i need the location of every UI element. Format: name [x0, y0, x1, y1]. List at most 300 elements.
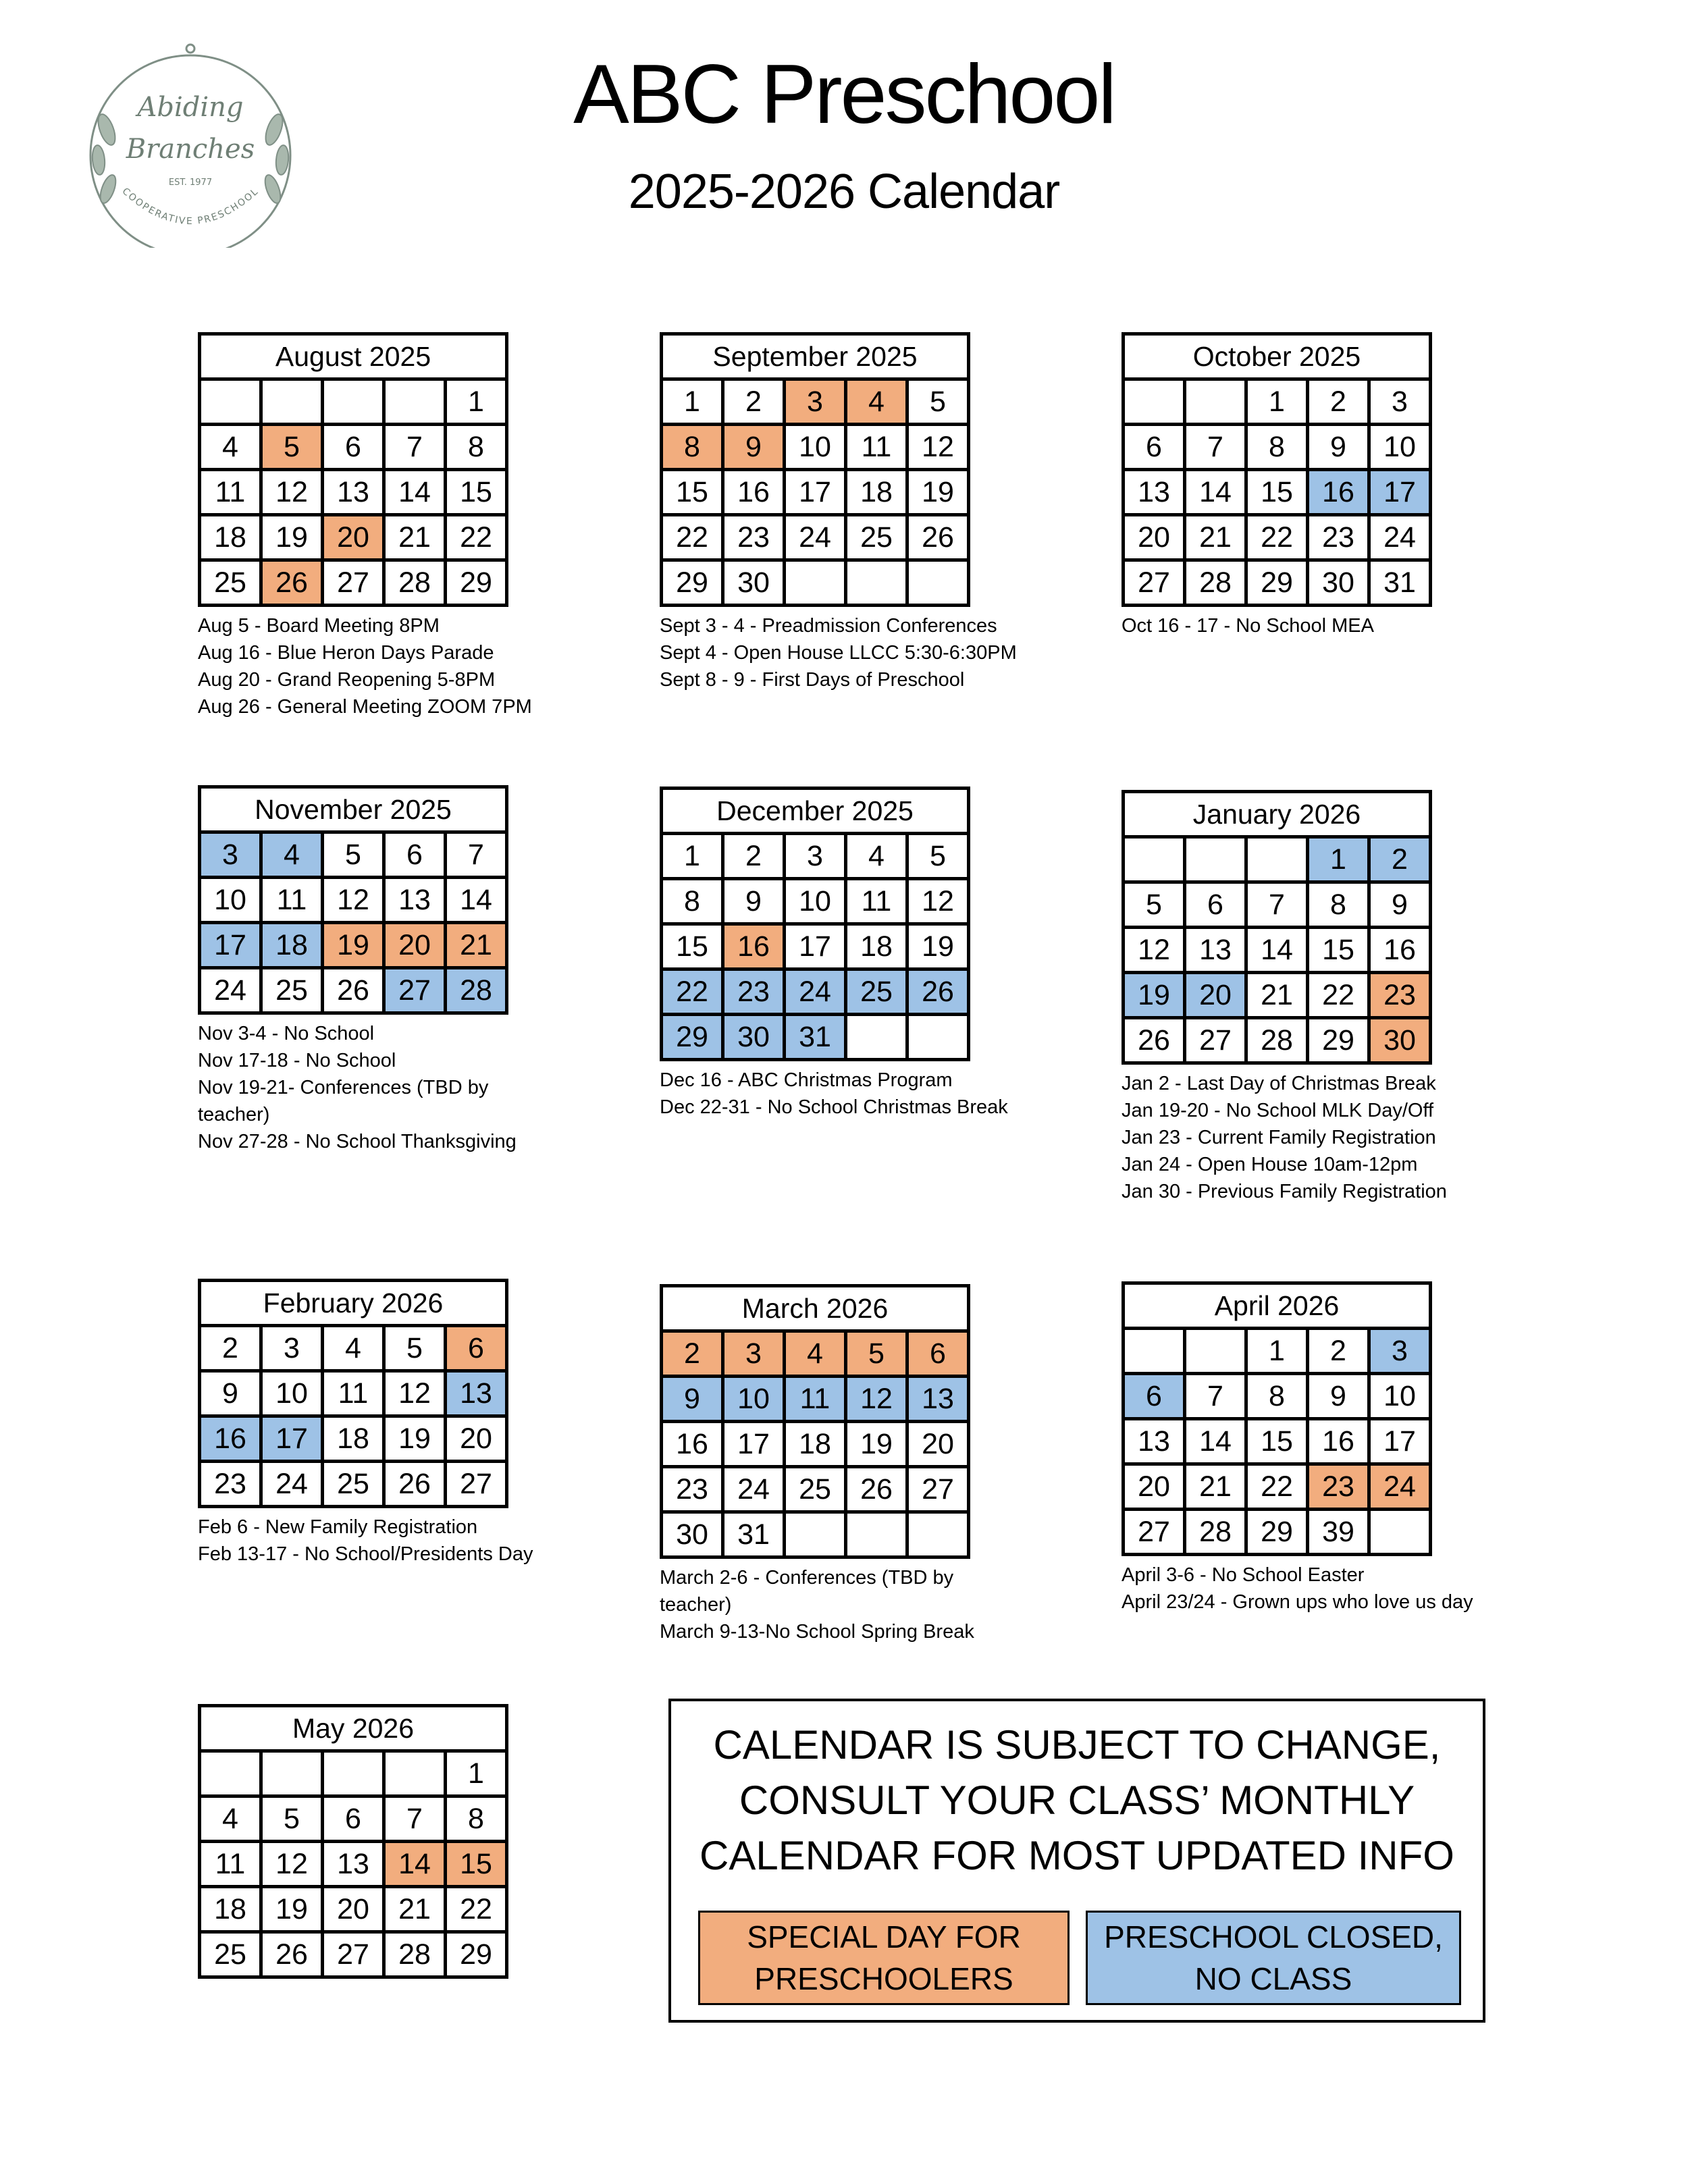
week-row: [200, 379, 507, 425]
day-cell: 16: [1369, 928, 1431, 973]
notice-text: [671, 1717, 1483, 1884]
week-row: [1124, 973, 1431, 1018]
month-notes: [1122, 612, 1432, 639]
empty-day-cell: [846, 560, 907, 606]
day-cell: 4: [200, 425, 261, 470]
svg-text:Abiding: Abiding: [137, 92, 244, 123]
day-cell: 20: [1185, 973, 1246, 1018]
week-row: [200, 425, 507, 470]
day-cell: 15: [446, 1842, 507, 1887]
day-cell: 11: [261, 878, 323, 923]
day-cell: 26: [846, 1467, 907, 1512]
month-title: November 2025: [200, 787, 507, 832]
day-cell: 26: [261, 1932, 323, 1977]
day-cell: 16: [1308, 1419, 1369, 1464]
empty-day-cell: [1246, 837, 1308, 882]
empty-day-cell: [846, 1512, 907, 1557]
day-cell: 6: [323, 1796, 384, 1842]
day-cell: 29: [1308, 1018, 1369, 1063]
day-cell: 9: [1308, 1374, 1369, 1419]
empty-day-cell: [1124, 1329, 1185, 1374]
day-cell: 14: [384, 1842, 446, 1887]
day-cell: 3: [1369, 1329, 1431, 1374]
day-cell: 16: [662, 1422, 723, 1467]
day-cell: 7: [446, 832, 507, 878]
day-cell: 4: [323, 1326, 384, 1371]
note-line: Sept 3 - 4 - Preadmission Conferences: [660, 615, 997, 637]
day-cell: 19: [846, 1422, 907, 1467]
day-cell: 24: [1369, 515, 1431, 560]
empty-day-cell: [1369, 1510, 1431, 1555]
day-cell: 24: [200, 968, 261, 1013]
day-cell: 9: [200, 1371, 261, 1416]
day-cell: 9: [723, 879, 785, 924]
legend-closed-label: NO CLASS: [1194, 1961, 1352, 1996]
day-cell: 7: [1185, 425, 1246, 470]
note-line: Nov 3-4 - No School: [198, 1023, 375, 1044]
note-line: Nov 19-21- Conferences (TBD by teacher): [198, 1077, 489, 1125]
day-cell: 16: [723, 470, 785, 515]
day-cell: 22: [446, 515, 507, 560]
day-cell: 22: [1246, 1464, 1308, 1510]
day-cell: 27: [907, 1467, 969, 1512]
day-cell: 13: [323, 1842, 384, 1887]
day-cell: 31: [785, 1015, 846, 1060]
day-cell: 30: [1308, 560, 1369, 606]
day-cell: 10: [200, 878, 261, 923]
note-line: Feb 6 - New Family Registration: [198, 1516, 478, 1538]
note-line: Nov 27-28 - No School Thanksgiving: [198, 1131, 517, 1152]
day-cell: 25: [200, 1932, 261, 1977]
empty-day-cell: [785, 560, 846, 606]
day-cell: 6: [907, 1331, 969, 1377]
week-row: [200, 1326, 507, 1371]
note-line: Jan 24 - Open House 10am-12pm: [1122, 1154, 1418, 1175]
note-line: Oct 16 - 17 - No School MEA: [1122, 615, 1374, 637]
day-cell: 31: [1369, 560, 1431, 606]
week-row: [662, 560, 969, 606]
day-cell: 8: [662, 879, 723, 924]
week-row: [200, 1371, 507, 1416]
day-cell: 17: [785, 924, 846, 969]
week-row: [662, 379, 969, 425]
day-cell: 7: [1246, 882, 1308, 928]
day-cell: 9: [662, 1377, 723, 1422]
day-cell: 8: [1308, 882, 1369, 928]
page-subtitle: 2025-2026 Calendar: [628, 165, 1060, 219]
day-cell: 19: [907, 924, 969, 969]
legend-special-label: PRESCHOOLERS: [754, 1961, 1013, 1996]
day-cell: 25: [261, 968, 323, 1013]
week-row: [662, 470, 969, 515]
day-cell: 17: [785, 470, 846, 515]
legend-special-label: SPECIAL DAY FOR: [747, 1919, 1021, 1954]
day-cell: 5: [1124, 882, 1185, 928]
notice-line: CALENDAR FOR MOST UPDATED INFO: [700, 1833, 1454, 1878]
day-cell: 8: [446, 1796, 507, 1842]
week-row: [200, 923, 507, 968]
day-cell: 18: [200, 1887, 261, 1932]
day-cell: 27: [1185, 1018, 1246, 1063]
week-row: [662, 425, 969, 470]
day-cell: 13: [323, 470, 384, 515]
day-cell: 12: [323, 878, 384, 923]
day-cell: 10: [261, 1371, 323, 1416]
day-cell: 11: [323, 1371, 384, 1416]
day-cell: 10: [1369, 1374, 1431, 1419]
day-cell: 2: [662, 1331, 723, 1377]
day-cell: 6: [1185, 882, 1246, 928]
day-cell: 22: [662, 515, 723, 560]
day-cell: 21: [1185, 515, 1246, 560]
day-cell: 24: [785, 515, 846, 560]
note-line: March 9-13-No School Spring Break: [660, 1621, 974, 1643]
month-september-2025: [660, 332, 1017, 693]
note-line: Sept 8 - 9 - First Days of Preschool: [660, 669, 965, 691]
day-cell: 15: [446, 470, 507, 515]
note-line: Feb 13-17 - No School/Presidents Day: [198, 1543, 533, 1565]
week-row: [200, 1416, 507, 1462]
month-notes: [660, 1564, 974, 1645]
day-cell: 31: [723, 1512, 785, 1557]
legend-closed-label: PRESCHOOL CLOSED,: [1104, 1919, 1443, 1954]
week-row: [1124, 1419, 1431, 1464]
day-cell: 24: [723, 1467, 785, 1512]
notice-box: [668, 1699, 1485, 2023]
month-title: April 2026: [1124, 1283, 1431, 1329]
empty-day-cell: [261, 1751, 323, 1796]
week-row: [662, 969, 969, 1015]
day-cell: 13: [446, 1371, 507, 1416]
day-cell: 15: [662, 470, 723, 515]
day-cell: 16: [200, 1416, 261, 1462]
day-cell: 2: [1369, 837, 1431, 882]
empty-day-cell: [384, 379, 446, 425]
week-row: [662, 1331, 969, 1377]
day-cell: 29: [662, 1015, 723, 1060]
day-cell: 4: [785, 1331, 846, 1377]
month-december-2025: [660, 787, 1008, 1121]
note-line: Nov 17-18 - No School: [198, 1050, 396, 1071]
day-cell: 19: [907, 470, 969, 515]
month-march-2026: [660, 1284, 974, 1645]
empty-day-cell: [907, 1512, 969, 1557]
day-cell: 3: [1369, 379, 1431, 425]
week-row: [200, 968, 507, 1013]
day-cell: 13: [384, 878, 446, 923]
note-line: Aug 20 - Grand Reopening 5-8PM: [198, 669, 496, 691]
day-cell: 2: [1308, 379, 1369, 425]
week-row: [662, 1015, 969, 1060]
day-cell: 26: [1124, 1018, 1185, 1063]
week-row: [662, 1467, 969, 1512]
day-cell: 2: [1308, 1329, 1369, 1374]
calendar-grid: [198, 332, 508, 607]
day-cell: 20: [323, 515, 384, 560]
week-row: [200, 515, 507, 560]
week-row: [200, 1842, 507, 1887]
day-cell: 24: [1369, 1464, 1431, 1510]
day-cell: 15: [1246, 1419, 1308, 1464]
week-row: [1124, 1374, 1431, 1419]
day-cell: 18: [785, 1422, 846, 1467]
month-title: February 2026: [200, 1281, 507, 1326]
day-cell: 12: [907, 879, 969, 924]
day-cell: 3: [785, 834, 846, 879]
day-cell: 25: [200, 560, 261, 606]
day-cell: 17: [261, 1416, 323, 1462]
day-cell: 30: [662, 1512, 723, 1557]
day-cell: 5: [323, 832, 384, 878]
week-row: [662, 1512, 969, 1557]
day-cell: 6: [323, 425, 384, 470]
day-cell: 23: [723, 515, 785, 560]
day-cell: 12: [261, 1842, 323, 1887]
month-notes: [1122, 1070, 1447, 1205]
day-cell: 13: [1185, 928, 1246, 973]
day-cell: 20: [446, 1416, 507, 1462]
month-may-2026: [198, 1704, 508, 1979]
month-notes: [198, 1020, 517, 1155]
day-cell: 19: [1124, 973, 1185, 1018]
day-cell: 5: [907, 379, 969, 425]
day-cell: 3: [785, 379, 846, 425]
day-cell: 10: [1369, 425, 1431, 470]
day-cell: 6: [384, 832, 446, 878]
month-title: August 2025: [200, 334, 507, 379]
day-cell: 5: [384, 1326, 446, 1371]
week-row: [1124, 1329, 1431, 1374]
day-cell: 5: [907, 834, 969, 879]
day-cell: 9: [1369, 882, 1431, 928]
week-row: [1124, 560, 1431, 606]
day-cell: 21: [384, 515, 446, 560]
empty-day-cell: [384, 1751, 446, 1796]
day-cell: 4: [261, 832, 323, 878]
empty-day-cell: [1124, 379, 1185, 425]
empty-day-cell: [907, 1015, 969, 1060]
svg-text:EST. 1977: EST. 1977: [168, 178, 213, 188]
svg-text:Branches: Branches: [126, 134, 255, 165]
day-cell: 5: [261, 425, 323, 470]
day-cell: 1: [1308, 837, 1369, 882]
day-cell: 23: [1308, 515, 1369, 560]
day-cell: 7: [384, 1796, 446, 1842]
day-cell: 9: [723, 425, 785, 470]
day-cell: 17: [1369, 1419, 1431, 1464]
week-row: [662, 879, 969, 924]
month-title: October 2025: [1124, 334, 1431, 379]
empty-day-cell: [323, 1751, 384, 1796]
day-cell: 19: [384, 1416, 446, 1462]
day-cell: 22: [1308, 973, 1369, 1018]
day-cell: 14: [1246, 928, 1308, 973]
day-cell: 12: [384, 1371, 446, 1416]
empty-day-cell: [323, 379, 384, 425]
day-cell: 29: [1246, 560, 1308, 606]
day-cell: 3: [723, 1331, 785, 1377]
week-row: [1124, 1464, 1431, 1510]
day-cell: 11: [785, 1377, 846, 1422]
empty-day-cell: [1185, 379, 1246, 425]
month-notes: [1122, 1562, 1473, 1616]
day-cell: 12: [1124, 928, 1185, 973]
week-row: [1124, 882, 1431, 928]
day-cell: 26: [907, 969, 969, 1015]
day-cell: 6: [1124, 425, 1185, 470]
day-cell: 10: [785, 879, 846, 924]
day-cell: 20: [907, 1422, 969, 1467]
empty-day-cell: [200, 379, 261, 425]
day-cell: 29: [662, 560, 723, 606]
week-row: [1124, 470, 1431, 515]
day-cell: 11: [200, 1842, 261, 1887]
day-cell: 8: [662, 425, 723, 470]
day-cell: 26: [261, 560, 323, 606]
day-cell: 11: [846, 425, 907, 470]
day-cell: 20: [384, 923, 446, 968]
week-row: [662, 924, 969, 969]
day-cell: 14: [1185, 470, 1246, 515]
day-cell: 27: [1124, 560, 1185, 606]
day-cell: 9: [1308, 425, 1369, 470]
day-cell: 1: [446, 379, 507, 425]
legend-special-day: [698, 1911, 1070, 2005]
page-title: ABC Preschool: [573, 48, 1115, 141]
month-notes: [660, 612, 1017, 693]
day-cell: 15: [662, 924, 723, 969]
day-cell: 11: [200, 470, 261, 515]
week-row: [200, 560, 507, 606]
notice-line: CONSULT YOUR CLASS’ MONTHLY: [739, 1778, 1415, 1823]
day-cell: 5: [846, 1331, 907, 1377]
day-cell: 28: [446, 968, 507, 1013]
day-cell: 23: [662, 1467, 723, 1512]
day-cell: 1: [662, 379, 723, 425]
day-cell: 18: [323, 1416, 384, 1462]
day-cell: 3: [261, 1326, 323, 1371]
empty-day-cell: [200, 1751, 261, 1796]
day-cell: 21: [1246, 973, 1308, 1018]
day-cell: 29: [1246, 1510, 1308, 1555]
day-cell: 28: [1246, 1018, 1308, 1063]
month-notes: [660, 1067, 1008, 1121]
day-cell: 17: [1369, 470, 1431, 515]
day-cell: 17: [723, 1422, 785, 1467]
day-cell: 28: [384, 1932, 446, 1977]
calendar-grid: [198, 785, 508, 1015]
day-cell: 21: [1185, 1464, 1246, 1510]
day-cell: 18: [846, 470, 907, 515]
legend-closed: [1086, 1911, 1461, 2005]
day-cell: 16: [723, 924, 785, 969]
day-cell: 6: [1124, 1374, 1185, 1419]
month-title: September 2025: [662, 334, 969, 379]
week-row: [662, 1377, 969, 1422]
day-cell: 22: [1246, 515, 1308, 560]
calendar-grid: [198, 1279, 508, 1508]
note-line: Dec 16 - ABC Christmas Program: [660, 1069, 953, 1091]
day-cell: 28: [384, 560, 446, 606]
day-cell: 30: [1369, 1018, 1431, 1063]
day-cell: 11: [846, 879, 907, 924]
calendar-grid: [1122, 790, 1432, 1065]
day-cell: 27: [1124, 1510, 1185, 1555]
day-cell: 8: [1246, 425, 1308, 470]
day-cell: 8: [446, 425, 507, 470]
week-row: [200, 878, 507, 923]
calendar-grid: [660, 332, 970, 607]
svg-text:COOPERATIVE PRESCHOOL: COOPERATIVE PRESCHOOL: [120, 186, 261, 228]
day-cell: 1: [446, 1751, 507, 1796]
day-cell: 19: [261, 515, 323, 560]
week-row: [1124, 425, 1431, 470]
note-line: Aug 5 - Board Meeting 8PM: [198, 615, 440, 637]
notice-line: CALENDAR IS SUBJECT TO CHANGE,: [713, 1722, 1441, 1767]
day-cell: 23: [1308, 1464, 1369, 1510]
day-cell: 13: [1124, 470, 1185, 515]
day-cell: 4: [200, 1796, 261, 1842]
week-row: [200, 1751, 507, 1796]
month-title: May 2026: [200, 1706, 507, 1751]
day-cell: 5: [261, 1796, 323, 1842]
day-cell: 23: [723, 969, 785, 1015]
day-cell: 21: [384, 1887, 446, 1932]
note-line: April 23/24 - Grown ups who love us day: [1122, 1591, 1473, 1613]
day-cell: 2: [200, 1326, 261, 1371]
week-row: [200, 470, 507, 515]
day-cell: 2: [723, 379, 785, 425]
day-cell: 27: [323, 1932, 384, 1977]
empty-day-cell: [785, 1512, 846, 1557]
calendar-grid: [660, 787, 970, 1061]
day-cell: 6: [446, 1326, 507, 1371]
day-cell: 22: [446, 1887, 507, 1932]
calendar-grid: [1122, 332, 1432, 607]
day-cell: 25: [323, 1462, 384, 1507]
week-row: [200, 1887, 507, 1932]
day-cell: 22: [662, 969, 723, 1015]
day-cell: 29: [446, 1932, 507, 1977]
month-november-2025: [198, 785, 517, 1155]
day-cell: 4: [846, 834, 907, 879]
day-cell: 1: [1246, 1329, 1308, 1374]
day-cell: 15: [1308, 928, 1369, 973]
week-row: [1124, 1510, 1431, 1555]
day-cell: 1: [1246, 379, 1308, 425]
day-cell: 18: [261, 923, 323, 968]
note-line: April 3-6 - No School Easter: [1122, 1564, 1365, 1586]
day-cell: 7: [384, 425, 446, 470]
day-cell: 13: [907, 1377, 969, 1422]
day-cell: 8: [1246, 1374, 1308, 1419]
day-cell: 26: [384, 1462, 446, 1507]
day-cell: 4: [846, 379, 907, 425]
month-february-2026: [198, 1279, 533, 1568]
day-cell: 14: [384, 470, 446, 515]
note-line: Aug 16 - Blue Heron Days Parade: [198, 642, 494, 664]
month-notes: [198, 612, 532, 720]
week-row: [200, 832, 507, 878]
day-cell: 12: [907, 425, 969, 470]
day-cell: 12: [261, 470, 323, 515]
day-cell: 10: [785, 425, 846, 470]
day-cell: 27: [446, 1462, 507, 1507]
month-october-2025: [1122, 332, 1432, 639]
day-cell: 7: [1185, 1374, 1246, 1419]
empty-day-cell: [907, 560, 969, 606]
note-line: March 2-6 - Conferences (TBD by teacher): [660, 1567, 954, 1616]
